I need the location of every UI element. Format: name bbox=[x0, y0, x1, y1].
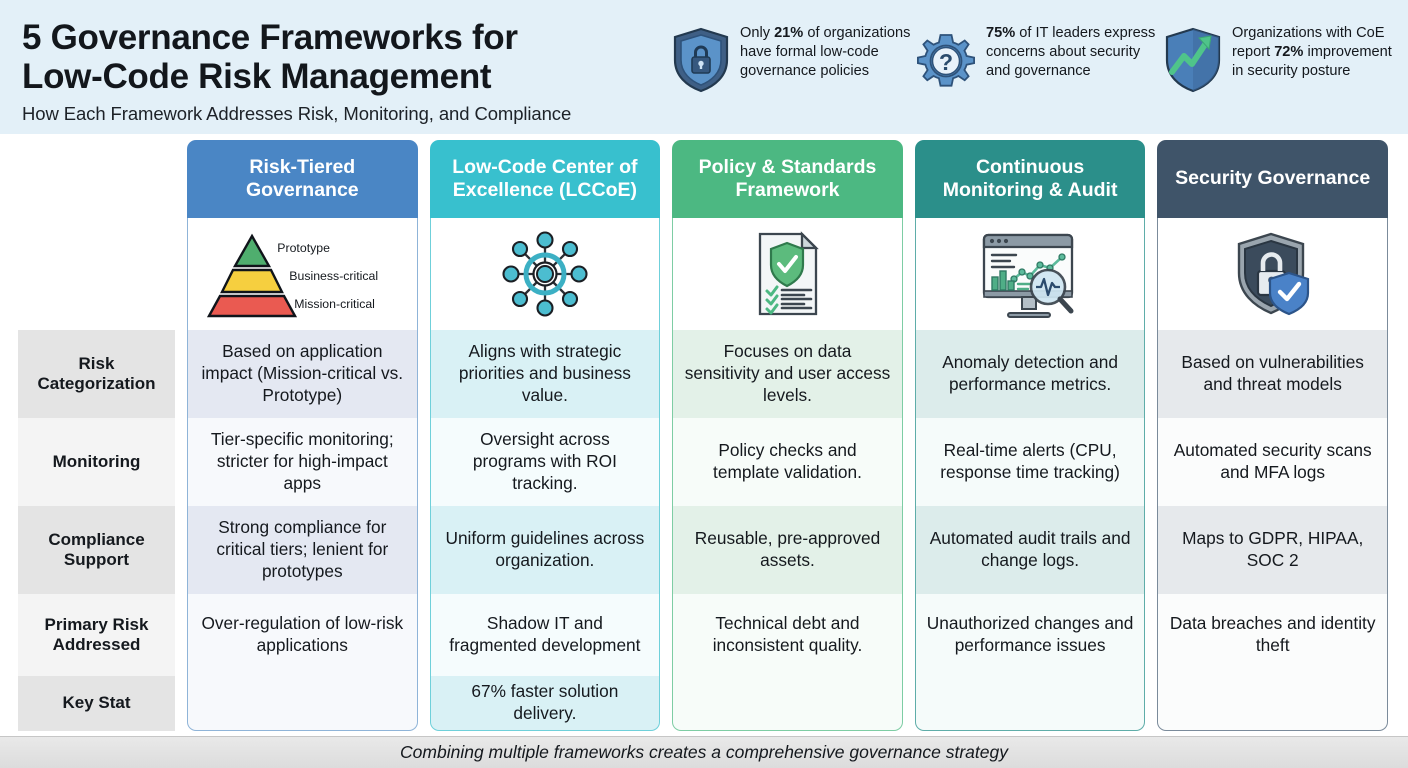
column-header-lccoe[interactable]: Low-Code Center of Excellence (LCCoE) bbox=[430, 140, 661, 218]
column-header-security-governance[interactable]: Security Governance bbox=[1157, 140, 1388, 218]
cell-security-key-stat bbox=[1157, 676, 1388, 731]
cell-security-risk-categorization: Based on vulnerabilities and threat models bbox=[1157, 330, 1388, 418]
pyramid-label-business-critical: Business-critical bbox=[289, 269, 379, 283]
cell-lccoe-key-stat: 67% faster solution delivery. bbox=[430, 676, 661, 731]
stat-text-governance-policies bbox=[740, 24, 912, 81]
cell-monitoring-key-stat bbox=[915, 676, 1146, 731]
column-header-risk-tiered-governance[interactable]: Risk-Tiered Governance bbox=[187, 140, 418, 218]
cell-security-compliance-support: Maps to GDPR, HIPAA, SOC 2 bbox=[1157, 506, 1388, 594]
stat-text-it-leader-concerns bbox=[986, 24, 1158, 81]
cell-lccoe-primary-risk: Shadow IT and fragmented development bbox=[430, 594, 661, 676]
comparison-grid-wrap bbox=[0, 134, 1408, 736]
cell-security-primary-risk: Data breaches and identity theft bbox=[1157, 594, 1388, 676]
row-label-risk-categorization: Risk Categorization bbox=[18, 330, 175, 418]
row-label-primary-risk-addressed: Primary Risk Addressed bbox=[18, 594, 175, 676]
column-header-continuous-monitoring[interactable]: Continuous Monitoring & Audit bbox=[915, 140, 1146, 218]
stat-post: of IT leaders express concerns about security and governance bbox=[986, 25, 1156, 79]
shield-growth-icon bbox=[1162, 24, 1224, 99]
cell-risk-tiered-risk-categorization: Based on application impact (Mission-critical vs. Prototype) bbox=[187, 330, 418, 418]
cell-risk-tiered-compliance-support: Strong compliance for critical tiers; lenient for prototypes bbox=[187, 506, 418, 594]
stat-pre: Only bbox=[740, 25, 775, 41]
column-icon-cell-security bbox=[1157, 218, 1388, 330]
pyramid-label-mission-critical: Mission-critical bbox=[294, 297, 375, 311]
stat-item-governance-policies bbox=[670, 24, 912, 99]
cell-policy-monitoring: Policy checks and template validation. bbox=[672, 418, 903, 506]
row-label-key-stat: Key Stat bbox=[18, 676, 175, 731]
stat-text-coe-improvement bbox=[1232, 24, 1404, 81]
cell-monitoring-compliance-support: Automated audit trails and change logs. bbox=[915, 506, 1146, 594]
cell-lccoe-compliance-support: Uniform guidelines across organization. bbox=[430, 506, 661, 594]
footer-note: Combining multiple frameworks creates a comprehensive governance strategy bbox=[0, 736, 1408, 768]
header-banner bbox=[0, 0, 1408, 134]
column-icon-cell-monitoring bbox=[915, 218, 1146, 330]
cell-monitoring-monitoring: Real-time alerts (CPU, response time tracking) bbox=[915, 418, 1146, 506]
page-subtitle: How Each Framework Addresses Risk, Monitoring, and Compliance bbox=[22, 103, 572, 125]
stat-value: 72% bbox=[1274, 43, 1304, 60]
row-label-monitoring: Monitoring bbox=[18, 418, 175, 506]
column-icon-cell-risk-tiered bbox=[187, 218, 418, 330]
stat-post: improvement in security posture bbox=[1232, 43, 1392, 79]
page-title-line2: Low-Code Risk Management bbox=[22, 57, 492, 97]
comparison-grid bbox=[18, 140, 1388, 736]
stat-post: of organizations have formal low-code governance policies bbox=[740, 25, 911, 79]
cell-policy-risk-categorization: Focuses on data sensitivity and user access levels. bbox=[672, 330, 903, 418]
cell-lccoe-risk-categorization: Aligns with strategic priorities and business value. bbox=[430, 330, 661, 418]
stat-item-it-leader-concerns bbox=[916, 24, 1158, 99]
cell-monitoring-risk-categorization: Anomaly detection and performance metrics. bbox=[915, 330, 1146, 418]
risk-pyramid-icon bbox=[190, 230, 415, 318]
header-title-block bbox=[22, 14, 670, 125]
cell-policy-key-stat bbox=[672, 676, 903, 731]
policy-document-icon bbox=[746, 229, 828, 319]
cell-monitoring-primary-risk: Unauthorized changes and performance issues bbox=[915, 594, 1146, 676]
row-label-compliance-support: Compliance Support bbox=[18, 506, 175, 594]
stat-item-coe-improvement bbox=[1162, 24, 1404, 99]
cell-security-monitoring: Automated security scans and MFA logs bbox=[1157, 418, 1388, 506]
column-icon-cell-policy bbox=[672, 218, 903, 330]
cell-policy-compliance-support: Reusable, pre-approved assets. bbox=[672, 506, 903, 594]
cell-risk-tiered-primary-risk: Over-regulation of low-risk applications bbox=[187, 594, 418, 676]
shield-padlock-icon bbox=[1229, 229, 1317, 319]
cell-policy-primary-risk: Technical debt and inconsistent quality. bbox=[672, 594, 903, 676]
svg-text:?: ? bbox=[938, 49, 954, 75]
column-icon-cell-lccoe bbox=[430, 218, 661, 330]
cell-lccoe-monitoring: Oversight across programs with ROI tracking. bbox=[430, 418, 661, 506]
monitoring-dashboard-icon bbox=[978, 229, 1082, 319]
column-header-policy-standards[interactable]: Policy & Standards Framework bbox=[672, 140, 903, 218]
page-title-line1: 5 Governance Frameworks for bbox=[22, 18, 518, 57]
shield-lock-icon bbox=[670, 24, 732, 99]
cell-risk-tiered-monitoring: Tier-specific monitoring; stricter for high-impact apps bbox=[187, 418, 418, 506]
grid-icon-row-empty bbox=[18, 218, 175, 330]
gear-question-icon bbox=[916, 24, 978, 99]
risk-pyramid-labels bbox=[277, 230, 397, 318]
stat-value: 75% bbox=[986, 25, 1016, 41]
header-stats bbox=[670, 14, 1404, 99]
cell-risk-tiered-key-stat bbox=[187, 676, 418, 731]
pyramid-label-prototype: Prototype bbox=[277, 241, 330, 255]
grid-corner-empty bbox=[18, 140, 175, 218]
stat-value: 21% bbox=[774, 25, 804, 41]
stat-pre: Organizations with CoE report bbox=[1232, 25, 1385, 60]
page-title bbox=[22, 18, 670, 96]
hub-network-icon bbox=[501, 230, 589, 318]
